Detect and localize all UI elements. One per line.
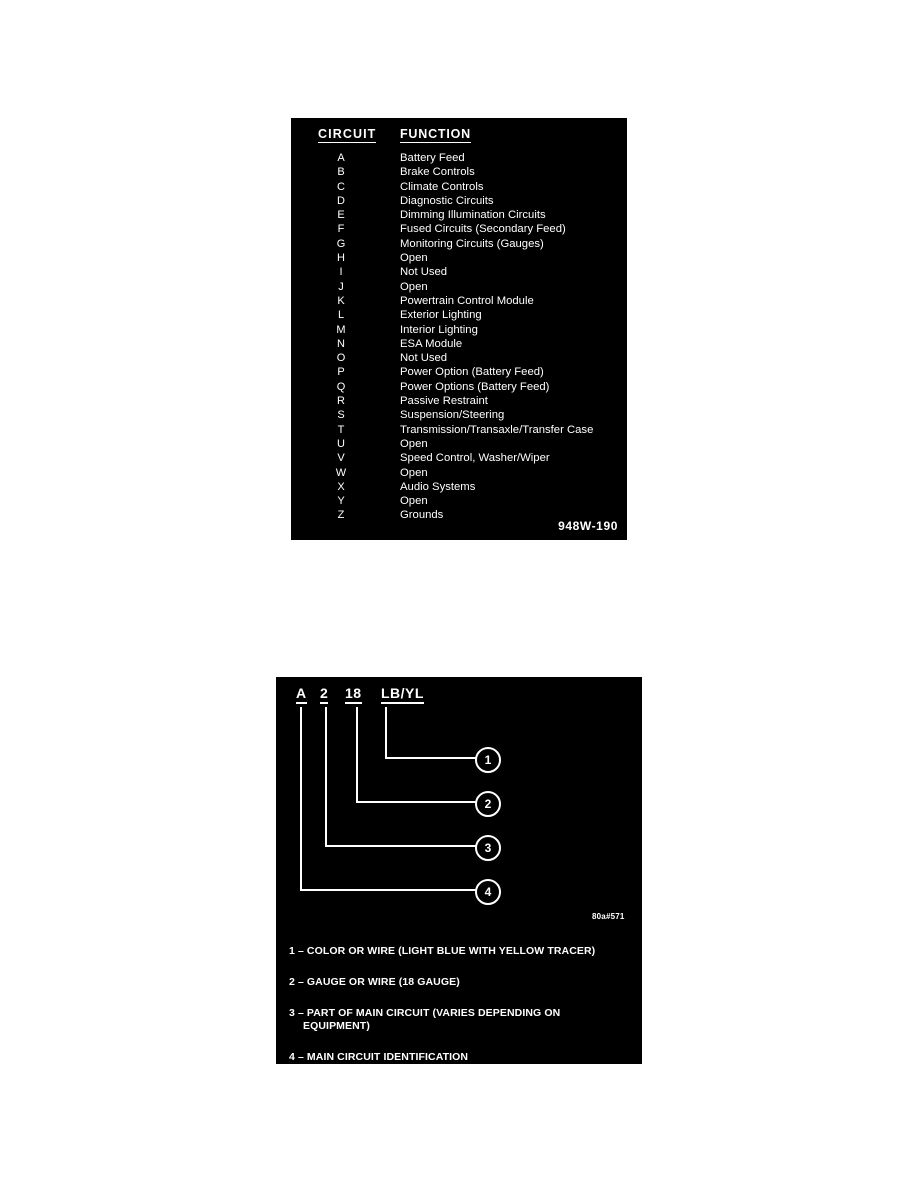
- circuit-letter: V: [337, 452, 345, 465]
- circuit-letter: B: [337, 166, 345, 179]
- table-row: [291, 380, 627, 394]
- table-row: [291, 237, 627, 251]
- wire-figure-legend: [289, 945, 634, 1082]
- leader-line-vertical-4: [300, 707, 302, 891]
- callout-marker-3: 3: [475, 835, 501, 861]
- table-row: [291, 451, 627, 465]
- table-row: [291, 222, 627, 236]
- table-row: [291, 251, 627, 265]
- circuit-function: Open: [400, 466, 428, 479]
- figure-reference-code: 80a#571: [592, 912, 625, 921]
- table-row: [291, 194, 627, 208]
- column-header-circuit: CIRCUIT: [318, 127, 377, 141]
- circuit-letter: P: [337, 366, 345, 379]
- table-row: [291, 437, 627, 451]
- circuit-function: Exterior Lighting: [400, 309, 482, 322]
- circuit-function: Suspension/Steering: [400, 409, 505, 422]
- table-row: [291, 165, 627, 179]
- circuit-function: Diagnostic Circuits: [400, 194, 494, 207]
- circuit-letter: A: [337, 152, 345, 164]
- circuit-function: Audio Systems: [400, 480, 476, 493]
- circuit-function: Open: [400, 495, 428, 508]
- leader-line-horizontal-1: [385, 757, 483, 759]
- circuit-function: Open: [400, 280, 428, 293]
- circuit-letter: X: [337, 480, 345, 493]
- table-row: [291, 180, 627, 194]
- figure-reference-code: 948W-190: [558, 519, 618, 533]
- wire-code-color: LB/YL: [381, 685, 424, 704]
- circuit-table-header: [291, 127, 627, 145]
- legend-text-continued: EQUIPMENT): [303, 1020, 370, 1032]
- circuit-letter: Z: [337, 509, 345, 522]
- circuit-function: Climate Controls: [400, 180, 484, 193]
- circuit-letter: Q: [336, 380, 346, 393]
- circuit-function: Open: [400, 252, 428, 265]
- table-row: [291, 394, 627, 408]
- circuit-function: Not Used: [400, 266, 448, 279]
- leader-line-vertical-1: [385, 707, 387, 759]
- table-row: [291, 337, 627, 351]
- table-row: [291, 308, 627, 322]
- circuit-function: Grounds: [400, 509, 444, 522]
- circuit-letter: M: [336, 323, 346, 336]
- circuit-letter: G: [336, 237, 346, 250]
- table-row: [291, 408, 627, 422]
- circuit-function: Brake Controls: [400, 166, 475, 179]
- circuit-letter: F: [337, 223, 345, 236]
- callout-marker-4: 4: [475, 879, 501, 905]
- circuit-letter: E: [337, 209, 345, 222]
- circuit-function: Power Option (Battery Feed): [400, 366, 544, 379]
- table-row: [291, 323, 627, 337]
- table-row: [291, 351, 627, 365]
- circuit-function: Power Options (Battery Feed): [400, 380, 550, 393]
- circuit-function: Monitoring Circuits (Gauges): [400, 237, 544, 250]
- list-item: [289, 976, 634, 989]
- list-item: [289, 945, 634, 958]
- table-row: [291, 365, 627, 379]
- callout-marker-1: 1: [475, 747, 501, 773]
- circuit-letter: T: [337, 423, 345, 436]
- circuit-letter: R: [337, 395, 345, 408]
- table-row: [291, 480, 627, 494]
- circuit-function: Powertrain Control Module: [400, 294, 534, 307]
- legend-text: 3 – PART OF MAIN CIRCUIT (VARIES DEPENDING ON: [289, 1007, 561, 1019]
- leader-line-horizontal-2: [356, 801, 483, 803]
- table-row: [291, 294, 627, 308]
- list-item: [289, 1007, 634, 1033]
- circuit-table-body: [291, 151, 627, 523]
- circuit-letter: Y: [337, 495, 345, 508]
- circuit-letter: D: [337, 194, 345, 207]
- legend-text: 1 – COLOR OR WIRE (LIGHT BLUE WITH YELLOW TRACER): [289, 945, 596, 957]
- circuit-letter: L: [337, 309, 345, 322]
- circuit-function: Passive Restraint: [400, 395, 488, 408]
- circuit-function: Speed Control, Washer/Wiper: [400, 452, 550, 465]
- circuit-function: Not Used: [400, 352, 448, 365]
- wire-code-main-circuit: A: [296, 685, 307, 704]
- circuit-letter: S: [337, 409, 345, 422]
- table-row: [291, 466, 627, 480]
- circuit-function: Transmission/Transaxle/Transfer Case: [400, 423, 594, 436]
- circuit-function: Interior Lighting: [400, 323, 478, 336]
- circuit-letter: H: [337, 252, 345, 265]
- circuit-function: Open: [400, 437, 428, 450]
- circuit-letter: U: [337, 437, 345, 450]
- circuit-identification-figure: [291, 118, 627, 540]
- legend-text: 2 – GAUGE OR WIRE (18 GAUGE): [289, 976, 460, 988]
- wire-code-part-of-main: 2: [320, 685, 328, 704]
- leader-line-horizontal-4: [300, 889, 483, 891]
- table-row: [291, 151, 627, 165]
- table-row: [291, 494, 627, 508]
- table-row: [291, 265, 627, 279]
- circuit-letter: I: [339, 266, 343, 279]
- column-header-function: FUNCTION: [400, 127, 471, 141]
- circuit-letter: N: [337, 337, 345, 350]
- legend-text: 4 – MAIN CIRCUIT IDENTIFICATION: [289, 1051, 469, 1063]
- wire-code-figure: [276, 677, 642, 1064]
- table-row: [291, 208, 627, 222]
- leader-line-vertical-3: [325, 707, 327, 847]
- circuit-function: Fused Circuits (Secondary Feed): [400, 223, 566, 236]
- table-row: [291, 280, 627, 294]
- circuit-letter: K: [337, 294, 345, 307]
- leader-line-vertical-2: [356, 707, 358, 803]
- leader-line-horizontal-3: [325, 845, 483, 847]
- list-item: [289, 1051, 634, 1064]
- circuit-letter: O: [336, 352, 346, 365]
- circuit-function: ESA Module: [400, 337, 463, 350]
- circuit-letter: W: [335, 466, 347, 479]
- callout-marker-2: 2: [475, 791, 501, 817]
- table-row: [291, 423, 627, 437]
- circuit-function: Battery Feed: [400, 152, 465, 164]
- circuit-letter: J: [338, 280, 344, 293]
- circuit-function: Dimming Illumination Circuits: [400, 209, 546, 222]
- circuit-letter: C: [337, 180, 345, 193]
- wire-code-gauge: 18: [345, 685, 362, 704]
